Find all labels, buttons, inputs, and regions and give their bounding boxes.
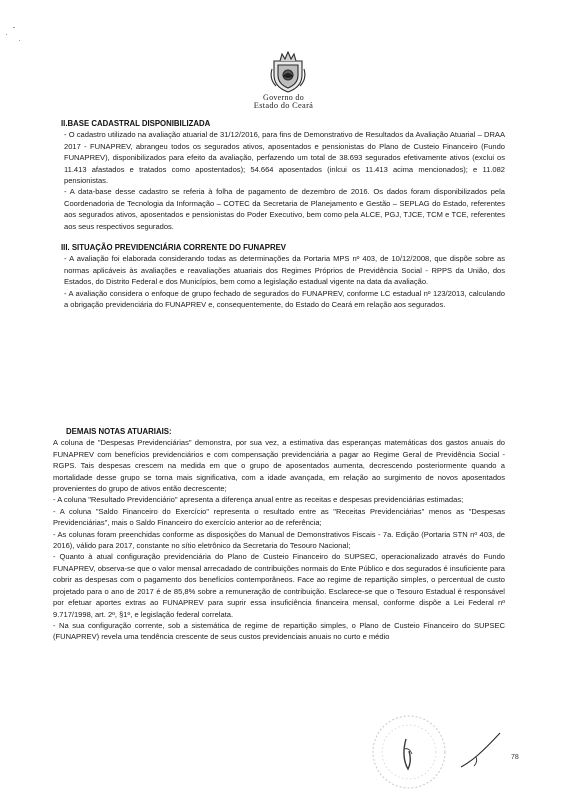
paragraph: - A avaliação considera o enfoque de grupo fechado de segurados do FUNAPREV, conforme LC estadual nº 123/2013, calculando a obrigação previdenciária do FUNAPREV e, consequentemente, do Estado do Ceará em relação aos segurados. <box>64 288 505 310</box>
official-stamp-icon <box>368 711 450 793</box>
paragraph: A coluna de "Despesas Previdenciárias" demonstra, por sua vez, a estimativa das esperanças matemáticas dos gastos anuais do FUNAPREV com benefícios previdenciários e com compensação previdenciária a pagar ao Regime Geral de Previdência Social - RGPS. Tais despesas crescem na medida em que o grupo de aposentados aumenta, decrescendo posteriormente quando a mortalidade desse grupo se torna mais significativa, com a idade avançada, em relação ao surgimento de novos aposentados provenientes do grupo de ativos então decrescente; <box>53 438 505 494</box>
paragraph: - As colunas foram preenchidas conforme as disposições do Manual de Demonstrativos Fiscais - 7a. Edição (Portaria STN nº 403, de 2016), válido para 2017, constante no sítio eletrônico da Secretaria do Tesouro Nacional; <box>53 529 505 551</box>
government-label: Governo do <box>263 93 304 102</box>
paragraph: - Quanto à atual configuração previdenciária do Plano de Custeio Financeiro do SUPSEC, operacionalizado através do Fundo FUNAPREV, observa-se que o valor mensal arrecadado de contribuições normais do Ente Público e dos segurados é insuficiente para cobrir as despesas com o pagamento dos benefícios contemporâneos. Face ao regime de repartição simples, o percentual de custo projetado para o ano de 2017 é de 85,8% sobre a remuneração de contribuição. Esclarece-se que o Tesouro Estadual é responsável por efetuar aportes extras ao FUNAPREV para suprir essa insuficiência financeira mensal, conforme dispõe a Lei Federal nº 9.717/1998, art. 2º, §1º, e legislação federal correlata. <box>53 552 505 619</box>
state-label: Estado do Ceará <box>253 101 314 110</box>
section-title: III. SITUAÇÃO PREVIDENCIÁRIA CORRENTE DO FUNAPREV <box>61 243 286 253</box>
signature-icon <box>458 729 504 771</box>
main-content <box>61 118 505 311</box>
scan-mark <box>13 27 15 28</box>
paragraph: - Na sua configuração corrente, sob a sistemática de regime de repartição simples, o Plano de Custeio Financeiro do SUPSEC (FUNAPREV) revela uma tendência crescente de seus custos previdenciais anuais no curto e médio <box>53 620 505 642</box>
actuarial-notes <box>53 426 505 643</box>
paragraph: - A coluna "Saldo Financeiro do Exercício" representa o resultado entre as "Receitas Previdenciárias" menos as "Despesas Previdenciárias", mais o Saldo Financeiro do exercício anterior ao de referência; <box>53 506 505 528</box>
page-number: 78 <box>511 754 519 761</box>
scan-mark <box>19 40 20 41</box>
paragraph: - A data-base desse cadastro se referia à folha de pagamento de dezembro de 2016. Os dados foram disponibilizados pela Coordenadoria de Tecnologia da Informação – COTEC da Secretaria de Planejamento e Gestão – SEPLAG do Estado, referentes aos segurados ativos, aposentados e pensionistas do Poder Executivo, bem como pela ALCE, PGJ, TJCE, TCM e TCE, referentes aos seus respectivos segurados. <box>64 187 505 231</box>
section-title: II.BASE CADASTRAL DISPONIBILIZADA <box>61 119 211 128</box>
paragraph: - O cadastro utilizado na avaliação atuarial de 31/12/2016, para fins de Demonstrativo de Resultados da Avaliação Atuarial – DRAA 2017 - FUNAPREV, abrangeu todos os segurados ativos, aposentados e pensionistas do Plano de Custeio Financeiro (Fundo FUNAPREV), disponibilizados para efeito da avaliação, perfazendo um total de 38.693 segurados efetivamente ativos (exclui os 11.413 afastados e tratados como apostentados); 54.664 aposentados (inlcui os 11.413 acima mencionados); e 11.082 pensionistas. <box>64 130 505 186</box>
state-coat-of-arms-icon <box>270 51 306 93</box>
notes-title: DEMAIS NOTAS ATUARIAIS: <box>66 427 172 436</box>
paragraph: - A avaliação foi elaborada considerando todas as determinações da Portaria MPS nº 403, de 10/12/2008, que dispõe sobre as normas aplicáveis às avaliações e reavaliações atuariais dos Regimes Próprios de Previdência Social - RPPS da União, dos Estados, do Distrito Federal e dos Municípios, bem como a legislação estadual vigente na data da avaliação. <box>64 254 505 287</box>
scan-mark <box>6 34 7 35</box>
paragraph: - A coluna "Resultado Previdenciário" apresenta a diferença anual entre as receitas e despesas previdenciárias estimadas; <box>53 495 464 505</box>
spacer <box>61 232 505 242</box>
